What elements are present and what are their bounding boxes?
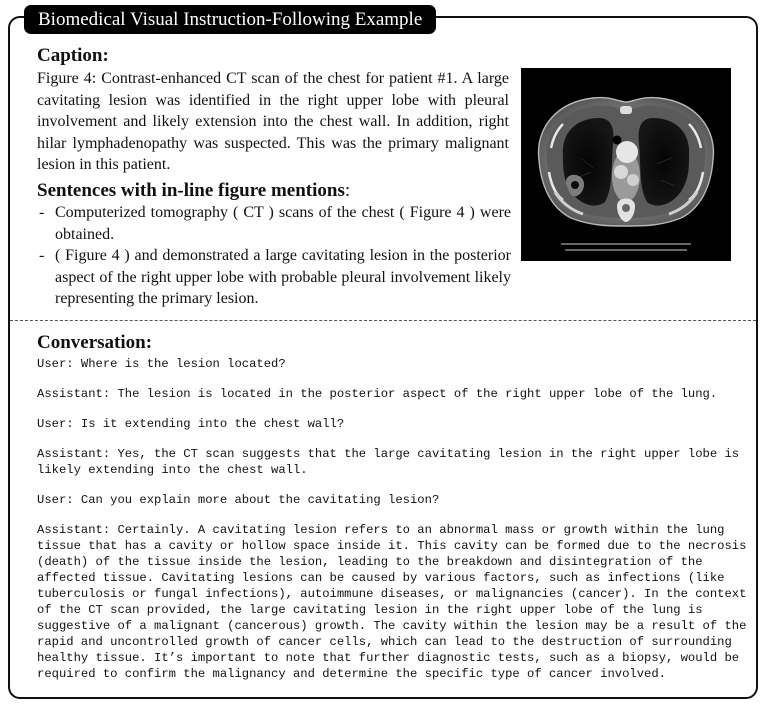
conversation-line: rapid and uncontrolled growth of cancer cells, which can lead to the destruction of surrounding (37, 635, 732, 649)
conversation-heading: Conversation: (37, 332, 153, 353)
conversation-line: (death) of the tissue inside the lesion, leading to the breakdown and disintegration of the (37, 555, 703, 569)
conversation-line: of the CT scan provided, the large cavitating lesion in the right upper lobe of the lung is (37, 603, 703, 617)
mentions-list (37, 202, 511, 310)
conversation-line: likely extending into the chest wall. (37, 463, 308, 477)
conversation-line: tuberculosis or fungal infections), autoimmune diseases, or malignancies (cancer). In the context (37, 587, 747, 601)
conversation-line: User: Can you explain more about the cavitating lesion? (37, 493, 440, 507)
conversation-line: suggestive of a malignant (cancerous) growth. The cavity within the lesion may be a result of the (37, 619, 747, 633)
conversation-line: required to confirm the malignancy and determine the specific type of cancer involved. (37, 667, 666, 681)
conversation-line: User: Where is the lesion located? (37, 357, 286, 371)
list-item: - ( Figure 4 ) and demonstrated a large cavitating lesion in the posterior aspect of the right upper lobe with probable pleural involvement likely representing the primary lesion. (39, 247, 511, 308)
conversation-line: Assistant: Certainly. A cavitating lesion refers to an abnormal mass or growth within the lung (37, 523, 725, 537)
conversation-line: User: Is it extending into the chest wall? (37, 417, 345, 431)
ct-scan-figure (521, 68, 731, 261)
conversation-line: Assistant: Yes, the CT scan suggests that the large cavitating lesion in the right upper lobe is (37, 447, 740, 461)
example-title-tab: Biomedical Visual Instruction-Following Example (24, 5, 436, 34)
section-divider (10, 320, 756, 321)
conversation-line: Assistant: The lesion is located in the posterior aspect of the right upper lobe of the lung. (37, 387, 718, 401)
caption-text: Figure 4: Contrast-enhanced CT scan of the chest for patient #1. A large cavitating lesion was identified in the right upper lobe with pleural involvement and likely extension into the chest wall. In addition, right hilar lymphadenopathy was suspected. This was the primary malignant lesion in this patient. (37, 70, 509, 174)
mentions-heading: Sentences with in-line figure mentions: (37, 180, 351, 201)
list-item: - Computerized tomography ( CT ) scans of the chest ( Figure 4 ) were obtained. (39, 204, 511, 243)
conversation-line: tissue that has a cavity or hollow space inside it. This cavity can be formed due to the necrosis (37, 539, 747, 553)
conversation-line: healthy tissue. It’s important to note that further diagnostic tests, such as a biopsy, would be (37, 651, 740, 665)
conversation-line: affected tissue. Cavitating lesions can be caused by various factors, such as infections (like (37, 571, 725, 585)
caption-heading: Caption: (37, 45, 109, 66)
